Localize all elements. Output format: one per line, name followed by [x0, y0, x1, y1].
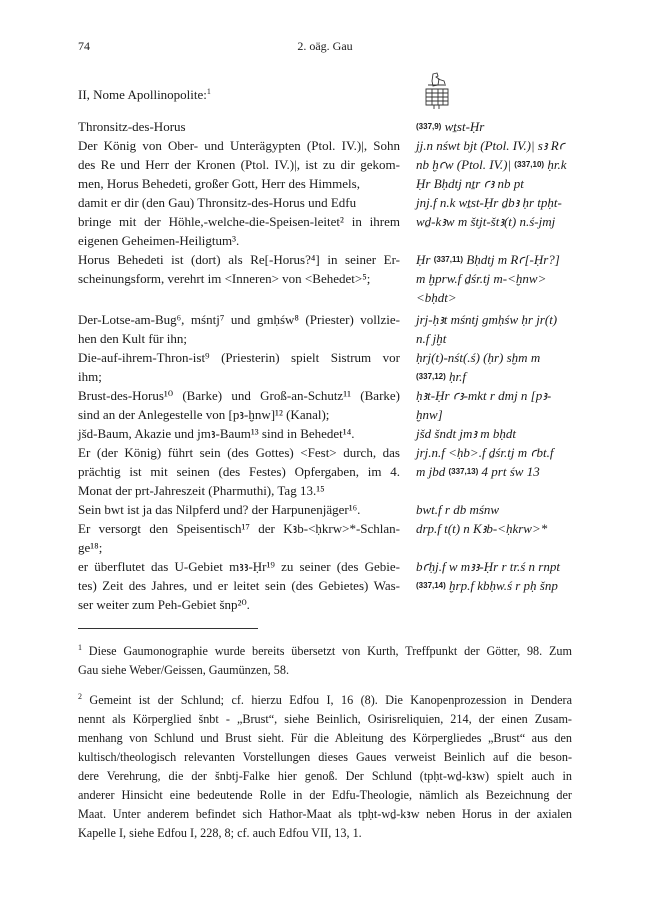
- transliteration-line: [416, 576, 574, 595]
- page-reference: (337,10): [514, 160, 545, 169]
- footnote-line: anderer Hinsicht eine bedeutende Rolle in der Edfu-Theologie, nämlich als Bezeichnung der: [78, 788, 572, 802]
- german-line: sind an der Anlegestelle von [pꜣ-ḫnw]¹² (Kanal);: [78, 407, 330, 422]
- german-paragraph: [78, 443, 400, 500]
- running-header: [78, 37, 572, 55]
- transliteration-line: wḏ-kꜣw m štjt-štꜣ(t) n.ś-jmj: [416, 214, 556, 229]
- nome-title-text: II, Nome Apollinopolite:: [78, 87, 207, 102]
- german-line: er überflutet das U-Gebiet mꜣꜣ-Ḥr¹⁹ zu seiner (des Gebie-: [78, 559, 400, 574]
- german-paragraph: [78, 250, 400, 288]
- transliteration-spacer: [416, 481, 574, 500]
- german-line: damit er dir (den Gau) Thronsitz-des-Horus und Edfu: [78, 195, 357, 210]
- german-paragraph: [78, 136, 400, 250]
- german-line: des Re und Herr der Kronen (Ptol. IV.)|, ist zu dir gekom-: [78, 157, 400, 172]
- german-paragraph: [78, 117, 400, 136]
- german-line: Er versorgt den Speisentisch¹⁷ der Kꜣb-<ḥkrw>*-Schlan-: [78, 521, 400, 536]
- german-translation-continued: [78, 310, 400, 614]
- transliteration-line: [416, 462, 574, 481]
- transliteration-line: ḫnw]: [416, 407, 443, 422]
- transliteration-line: Ḥr Bḥdtj nṯr ꜥꜣ nb pt: [416, 176, 524, 191]
- page-reference: (337,9): [416, 122, 442, 131]
- page-number: 74: [78, 39, 90, 53]
- transliteration-column: [416, 117, 574, 307]
- nome-title: [78, 85, 211, 104]
- german-line: Brust-des-Horus¹⁰ (Barke) und Groß-an-Schutz¹¹ (Barke): [78, 388, 400, 403]
- footnote-number: 2: [78, 692, 82, 701]
- transliteration-line: drp.f t(t) n Kꜣb-<ḥkrw>*: [416, 521, 548, 536]
- german-line: eigenen Geheimen-Heiligtum³.: [78, 233, 240, 248]
- german-line: jšd-Baum, Akazie und jmꜣ-Baum¹³ sind in Behedet¹⁴.: [78, 426, 355, 441]
- transliteration-line: jrj-ḥꜣt mśntj gmḥśw ḥr jr(t): [416, 312, 558, 327]
- german-line: Monat der prt-Jahreszeit (Pharmuthi), Tag 13.¹⁵: [78, 483, 325, 498]
- footnote-line: menhang von Schlund und Brust sieht. Für die Ableitung des Körpergliedes „Brust“ aus den: [78, 731, 572, 745]
- footnote-separator: [78, 628, 258, 629]
- page-reference: (337,11): [433, 255, 464, 264]
- german-line: prächtig ist mit seinen (des Festes) Opfergaben, im 4.: [78, 464, 400, 479]
- german-translation: [78, 117, 400, 288]
- transliteration-text: ḫrp.f kbḥw.ś r pḥ šnp: [445, 578, 558, 593]
- german-paragraph: [78, 519, 400, 557]
- footnote-line: Kapelle I, siehe Edfou I, 228, 8; cf. auch Edfou VII, 13, 1.: [78, 826, 362, 840]
- transliteration-text: m jbd: [416, 464, 449, 479]
- german-line: tes) Zeit des Jahres, und er leitet sein (des Gebietes) Was-: [78, 578, 400, 593]
- transliteration-line: jrj.n.f <ḥb>.f ḏśr.tj m ꜥbt.f: [416, 445, 554, 460]
- nome-title-note: 1: [206, 87, 211, 96]
- transliteration-column-continued: [416, 310, 574, 595]
- page-reference: (337,14): [416, 581, 446, 590]
- german-line: Thronsitz-des-Horus: [78, 119, 186, 134]
- footnote-number: 1: [78, 643, 82, 652]
- transliteration-line: ḥrj(t)-nśt(.ś) (ḥr) sḫm m: [416, 350, 541, 365]
- transliteration-text: wṯst-Ḥr: [441, 119, 485, 134]
- transliteration-text: ḥr.k: [544, 157, 567, 172]
- footnote-line: nennt als Körperglied šnbt - „Brust“, siehe Beinlich, Osirisreliquien, 214, der einen Zusam-: [78, 712, 572, 726]
- german-paragraph: [78, 424, 400, 443]
- footnote-line: [78, 642, 572, 661]
- running-title: 2. oäg. Gau: [297, 39, 353, 53]
- transliteration-line: n.f jḫt: [416, 331, 447, 346]
- german-line: ge¹⁸;: [78, 540, 103, 555]
- transliteration-text: ḥr.f: [445, 369, 467, 384]
- transliteration-text: Bḥdtj m Rꜥ[-Ḥr?]: [463, 252, 560, 267]
- german-line: scheinungsform, verehrt im <Inneren> von <Behedet>⁵;: [78, 271, 371, 286]
- footnote-line: dere Verehrung, die der šnbtj-Falke hier genoß. Der Schlund (tpḥt-wḏ-kꜣw) spielt auch in: [78, 769, 572, 783]
- german-paragraph: [78, 348, 400, 386]
- transliteration-text: 4 prt św 13: [478, 464, 540, 479]
- transliteration-text: Ḥr: [416, 252, 434, 267]
- transliteration-line: m ḫprw.f ḏśr.tj m-<ḫnw>: [416, 271, 547, 286]
- transliteration-line: [416, 250, 574, 269]
- german-line: hen den Kult für ihn;: [78, 331, 188, 346]
- german-line: Die-auf-ihrem-Thron-ist⁹ (Priesterin) spielt Sistrum vor: [78, 350, 400, 365]
- footnote-line: kultisch/theologisch relevanten Vorstellungen dieses Gaues verweist Beinlich auf die beson-: [78, 750, 572, 764]
- german-line: bringe mit der Höhle,-welche-die-Speisen-leitet² in ihrem: [78, 214, 400, 229]
- german-paragraph: [78, 310, 400, 348]
- german-paragraph: [78, 500, 400, 519]
- german-line: Horus Behedeti ist (dort) als Re[-Horus?⁴] in seiner Er-: [78, 252, 400, 267]
- transliteration-line: [416, 117, 574, 136]
- page-reference: (337,12): [416, 372, 446, 381]
- german-line: Der-Lotse-am-Bug⁶, mśntj⁷ und gmḥśw⁸ (Priester) vollzie-: [78, 312, 400, 327]
- transliteration-spacer: [416, 538, 574, 557]
- page-reference: (337,13): [448, 467, 479, 476]
- transliteration-line: [416, 367, 574, 386]
- transliteration-spacer: [416, 231, 574, 250]
- german-line: Der König von Ober- und Unterägypten (Ptol. IV.)|, Sohn: [78, 138, 400, 153]
- transliteration-text: nb ḫꜥw (Ptol. IV.)|: [416, 157, 515, 172]
- german-line: Er (der König) führt sein (des Gottes) <Fest> durch, das: [78, 445, 400, 460]
- german-paragraph: [78, 557, 400, 614]
- footnote-text: Gemeint ist der Schlund; cf. hierzu Edfou I, 16 (8). Die Kanopenprozession in Dendera: [89, 693, 572, 707]
- german-line: Sein bwt ist ja das Nilpferd und? der Harpunenjäger¹⁶.: [78, 502, 361, 517]
- german-paragraph: [78, 386, 400, 424]
- german-line: ser weiter zum Peh-Gebiet šnp²⁰.: [78, 597, 250, 612]
- transliteration-line: bwt.f r db mśnw: [416, 502, 500, 517]
- footnote-line: Gau siehe Weber/Geissen, Gaumünzen, 58.: [78, 663, 289, 677]
- transliteration-line: ḥꜣt-Ḥr ꜥꜣ-mkt r dmj n [pꜣ-: [416, 388, 552, 403]
- nome-sign-hieroglyph-icon: [424, 72, 450, 110]
- footnote-text: Diese Gaumonographie wurde bereits übersetzt von Kurth, Treffpunkt der Götter, 98. Zum: [88, 644, 573, 658]
- footnote-line: [78, 691, 572, 710]
- transliteration-line: jnj.f n.k wṯst-Ḥr ḏbꜣ ḥr tpḥt-: [416, 195, 562, 210]
- german-line: men, Horus Behedeti, großer Gott, Herr des Himmels,: [78, 176, 360, 191]
- transliteration-line: bꜥḥj.f w mꜣꜣ-Ḥr r tr.ś n rnpt: [416, 559, 560, 574]
- transliteration-line: <bḥdt>: [416, 290, 457, 305]
- transliteration-line: [416, 155, 574, 174]
- german-line: ihm;: [78, 369, 102, 384]
- footnote-1: [78, 642, 572, 680]
- transliteration-line: jj.n nśwt bjt (Ptol. IV.)| sꜣ Rꜥ: [416, 138, 565, 153]
- footnote-line: Maat. Unter anderem befindet sich Hathor-Maat als tpḥt-wḏ-kꜣw neben Horus in der axialen: [78, 807, 572, 821]
- footnote-2: [78, 691, 572, 843]
- transliteration-line: jšd šndt jmꜣ m bḥdt: [416, 426, 516, 441]
